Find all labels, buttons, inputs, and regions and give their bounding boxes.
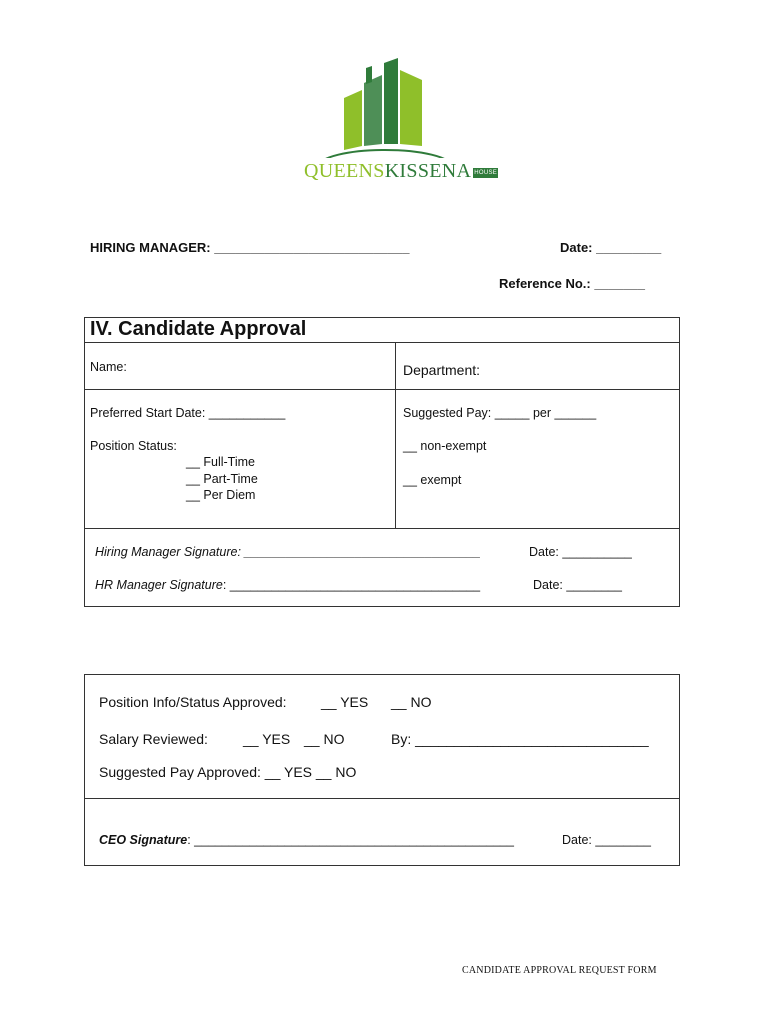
suggested-pay-approved-field[interactable]: Suggested Pay Approved: __ YES __ NO xyxy=(99,764,357,780)
hr-signature-date-field[interactable]: Date: ________ xyxy=(533,578,622,592)
salary-reviewed-label: Salary Reviewed: xyxy=(99,731,208,747)
department-field[interactable]: Department: xyxy=(403,362,481,378)
hr-manager-signature-field[interactable] xyxy=(95,578,480,592)
logo-word-kissena: KISSENA xyxy=(384,160,472,182)
per-diem-option[interactable]: __ Per Diem xyxy=(186,488,256,502)
part-time-option[interactable]: __ Part-Time xyxy=(186,472,258,486)
non-exempt-option[interactable]: __ non-exempt xyxy=(403,439,487,453)
column-divider xyxy=(395,342,396,528)
candidate-approval-section xyxy=(84,317,680,607)
suggested-pay-field[interactable]: Suggested Pay: _____ per ______ xyxy=(403,406,597,420)
logo-badge: HOUSE xyxy=(474,170,498,176)
hiring-manager-field[interactable]: HIRING MANAGER: ___________________________ xyxy=(90,240,410,255)
logo-word-queens: QUEENS xyxy=(304,160,385,182)
hr-signature-line: : ____________________________________ xyxy=(222,578,481,592)
name-field[interactable]: Name: xyxy=(90,360,127,374)
reference-number-field[interactable]: Reference No.: _______ xyxy=(499,276,645,291)
ceo-signature-field[interactable] xyxy=(99,833,514,847)
divider xyxy=(84,528,680,529)
salary-reviewed-yes[interactable]: __ YES xyxy=(243,731,291,747)
ceo-signature-line: : ______________________________________________ xyxy=(187,833,514,847)
position-approved-label: Position Info/Status Approved: xyxy=(99,694,287,710)
position-status-label: Position Status: xyxy=(90,439,177,453)
salary-reviewed-no[interactable]: __ NO xyxy=(304,731,345,747)
ceo-signature-date-field[interactable]: Date: ________ xyxy=(562,833,651,847)
section-title: IV. Candidate Approval xyxy=(90,318,307,340)
divider xyxy=(84,389,680,390)
header-date-field[interactable]: Date: _________ xyxy=(560,240,662,255)
position-approved-no[interactable]: __ NO xyxy=(391,694,432,710)
hiring-manager-signature-field[interactable]: Hiring Manager Signature: __________________________________ xyxy=(95,545,481,559)
divider xyxy=(84,342,680,343)
exempt-option[interactable]: __ exempt xyxy=(403,473,462,487)
form-footer-title: CANDIDATE APPROVAL REQUEST FORM xyxy=(462,965,657,976)
preferred-start-date-field[interactable]: Preferred Start Date: ___________ xyxy=(90,406,286,420)
hr-signature-label: HR Manager Signature xyxy=(95,578,223,592)
reviewed-by-field[interactable]: By: ______________________________ xyxy=(391,731,649,747)
full-time-option[interactable]: __ Full-Time xyxy=(186,455,255,469)
ceo-signature-label: CEO Signature xyxy=(99,833,188,847)
hiring-signature-date-field[interactable]: Date: __________ xyxy=(529,545,632,559)
position-approved-yes[interactable]: __ YES xyxy=(321,694,369,710)
divider xyxy=(84,798,680,799)
